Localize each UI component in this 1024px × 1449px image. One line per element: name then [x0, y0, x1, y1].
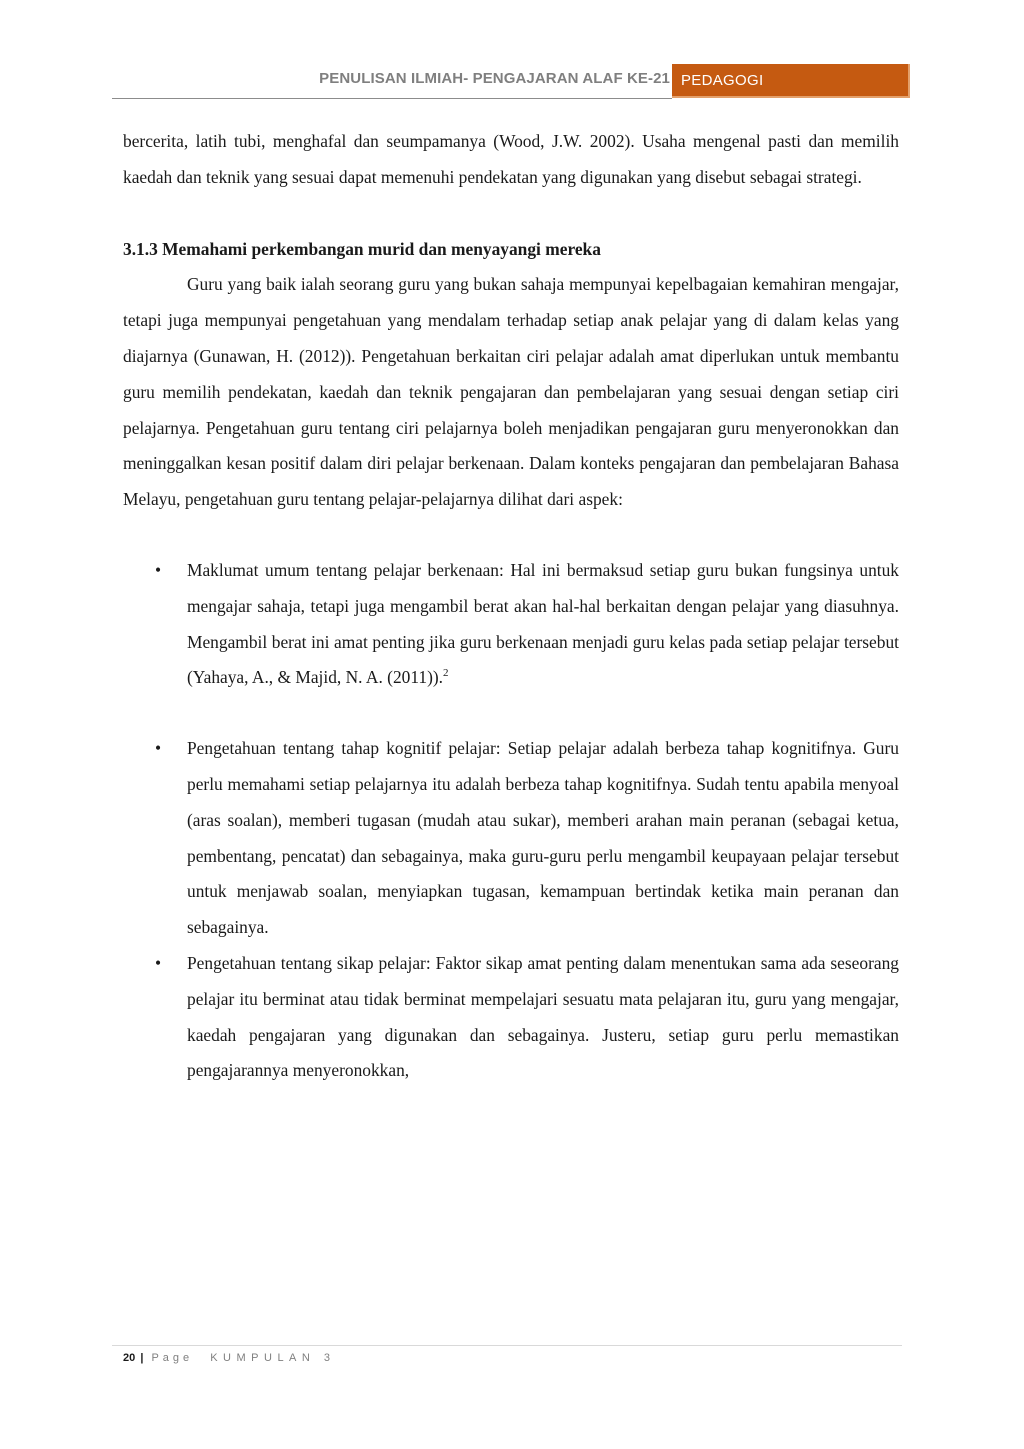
header-rule — [112, 98, 672, 99]
bullet-icon: • — [155, 559, 162, 580]
bullet-icon: • — [155, 952, 162, 973]
page-number: 20 — [123, 1352, 136, 1364]
intro-paragraph: bercerita, latih tubi, menghafal dan seumpamanya (Wood, J.W. 2002). Usaha mengenal pasti dan memilih kaedah dan teknik yang sesuai dapat memenuhi pendekatan yang digunakan yang disebut sebagai strategi. — [123, 131, 899, 187]
footer-separator: | — [140, 1352, 144, 1364]
list-item-text: Maklumat umum tentang pelajar berkenaan: Hal ini bermaksud setiap guru bukan fungsinya untuk mengajar sahaja, tetapi juga mengambil berat akan hal-hal berkaitan dengan pelajar yang diasuhnya. Mengambil berat ini amat penting jika guru berkenaan menjadi guru kelas pada setiap pelajar tersebut (Yahaya, A., & Majid, N. A. (2011)). — [187, 559, 899, 688]
aspect-list — [123, 553, 899, 1089]
page-word: Page — [151, 1352, 194, 1364]
header-title: PENULISAN ILMIAH- PENGAJARAN ALAF KE-21 — [319, 70, 670, 87]
header-tab — [672, 64, 910, 98]
section-heading: 3.1.3 Memahami perkembangan murid dan menyayangi mereka — [123, 238, 601, 259]
list-item-text: Pengetahuan tentang tahap kognitif pelajar: Setiap pelajar adalah berbeza tahap kognitifnya. Guru perlu memahami setiap pelajarnya itu adalah berbeza tahap kognitifnya. Sudah tentu apabila menyoal (aras soalan), memberi tugasan (mudah atau sukar), memberi arahan main peranan (sebagai ketua, pembentang, pencatat) dan sebagainya, maka guru-guru perlu mengambil keupayaan pelajar tersebut untuk menjawab soalan, menyiapkan tugasan, kemampuan bertindak ketika main peranan dan sebagainya. — [187, 738, 899, 938]
bullet-icon: • — [155, 738, 162, 759]
group-name: KUMPULAN 3 — [210, 1352, 336, 1364]
main-paragraph: Guru yang baik ialah seorang guru yang bukan sahaja mempunyai kepelbagaian kemahiran mengajar, tetapi juga mempunyai pengetahuan yang mendalam terhadap setiap anak pelajar yang di dalam kelas yang diajarnya (Gunawan, H. (2012)). Pengetahuan berkaitan ciri pelajar adalah amat diperlukan untuk membantu guru memilih pendekatan, kaedah dan teknik pengajaran dan pembelajaran yang sesuai dengan setiap ciri pelajarnya. Pengetahuan guru tentang ciri pelajarnya boleh menjadikan pengajaran guru menyeronokkan dan meninggalkan kesan positif dalam diri pelajar berkenaan. Dalam konteks pengajaran dan pembelajaran Bahasa Melayu, pengetahuan guru tentang pelajar-pelajarnya dilihat dari aspek: — [123, 274, 899, 510]
page-header — [112, 64, 912, 100]
list-item — [123, 946, 899, 1089]
footnote-ref[interactable]: 2 — [443, 667, 449, 680]
page-body — [123, 124, 899, 1089]
page-footer — [123, 1352, 336, 1364]
list-item — [123, 731, 899, 946]
footer-rule — [112, 1345, 902, 1346]
header-tab-label: PEDAGOGI — [681, 72, 764, 89]
list-item-text: Pengetahuan tentang sikap pelajar: Faktor sikap amat penting dalam menentukan sama ada seseorang pelajar itu berminat atau tidak berminat mempelajari sesuatu mata pelajaran itu, guru yang mengajar, kaedah pengajaran yang digunakan dan sebagainya. Justeru, setiap guru perlu memastikan pengajarannya menyeronokkan, — [187, 952, 899, 1081]
list-item — [123, 553, 899, 696]
